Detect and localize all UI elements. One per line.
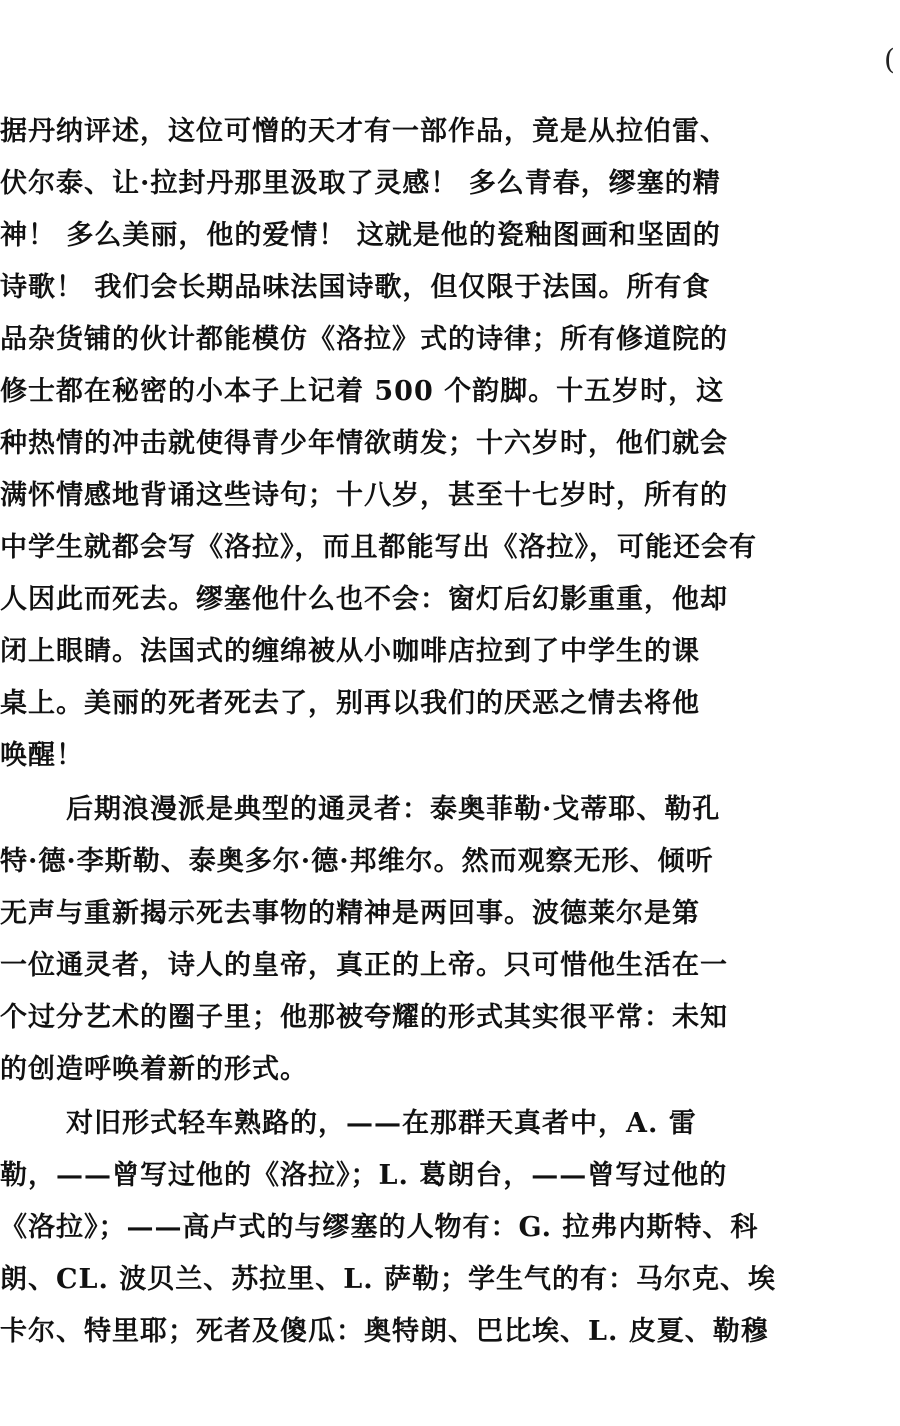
text-line: 唤醒！ — [0, 740, 84, 771]
text-line: 桌上。美丽的死者死去了，别再以我们的厌恶之情去将他 — [0, 688, 700, 719]
paragraph-3 — [0, 1098, 900, 1358]
text-line: 无声与重新揭示死去事物的精神是两回事。波德莱尔是第 — [0, 898, 700, 929]
text-line: 勒，——曾写过他的《洛拉》；L. 葛朗台，——曾写过他的 — [0, 1160, 728, 1191]
text-line: 朗、CL. 波贝兰、苏拉里、L. 萨勒；学生气的有：马尔克、埃 — [0, 1264, 777, 1295]
text-line: 中学生就都会写《洛拉》，而且都能写出《洛拉》，可能还会有 — [0, 532, 757, 563]
text-line: 卡尔、特里耶；死者及傻瓜：奥特朗、巴比埃、L. 皮夏、勒穆 — [0, 1316, 769, 1347]
page-corner-mark: ( — [884, 43, 895, 76]
text-line: 《洛拉》；——高卢式的与缪塞的人物有：G. 拉弗内斯特、科 — [0, 1212, 759, 1243]
text-line: 品杂货铺的伙计都能模仿《洛拉》式的诗律；所有修道院的 — [0, 324, 728, 355]
body-text — [0, 106, 900, 1358]
text-line: 据丹纳评述，这位可憎的天才有一部作品，竟是从拉伯雷、 — [0, 116, 728, 147]
text-line: 一位通灵者，诗人的皇帝，真正的上帝。只可惜他生活在一 — [0, 950, 728, 981]
text-line: 人因此而死去。缪塞他什么也不会：窗灯后幻影重重，他却 — [0, 584, 728, 615]
text-line: 修士都在秘密的小本子上记着 500 个韵脚。十五岁时，这 — [0, 376, 725, 407]
text-line: 后期浪漫派是典型的通灵者：泰奥菲勒·戈蒂耶、勒孔 — [66, 794, 721, 825]
paragraph-2 — [0, 784, 900, 1096]
text-line: 满怀情感地背诵这些诗句；十八岁，甚至十七岁时，所有的 — [0, 480, 728, 511]
text-line: 特·德·李斯勒、泰奥多尔·德·邦维尔。然而观察无形、倾听 — [0, 846, 714, 877]
text-line: 个过分艺术的圈子里；他那被夸耀的形式其实很平常：未知 — [0, 1002, 728, 1033]
text-line: 诗歌！ 我们会长期品味法国诗歌，但仅限于法国。所有食 — [0, 272, 711, 303]
text-line: 伏尔泰、让·拉封丹那里汲取了灵感！ 多么青春，缪塞的精 — [0, 168, 721, 199]
text-line: 种热情的冲击就使得青少年情欲萌发；十六岁时，他们就会 — [0, 428, 728, 459]
text-line: 对旧形式轻车熟路的，——在那群天真者中，A. 雷 — [66, 1108, 697, 1139]
text-line: 神！ 多么美丽，他的爱情！ 这就是他的瓷釉图画和坚固的 — [0, 220, 721, 251]
text-line: 闭上眼睛。法国式的缠绵被从小咖啡店拉到了中学生的课 — [0, 636, 700, 667]
paragraph-1 — [0, 106, 900, 782]
text-line: 的创造呼唤着新的形式。 — [0, 1054, 308, 1085]
